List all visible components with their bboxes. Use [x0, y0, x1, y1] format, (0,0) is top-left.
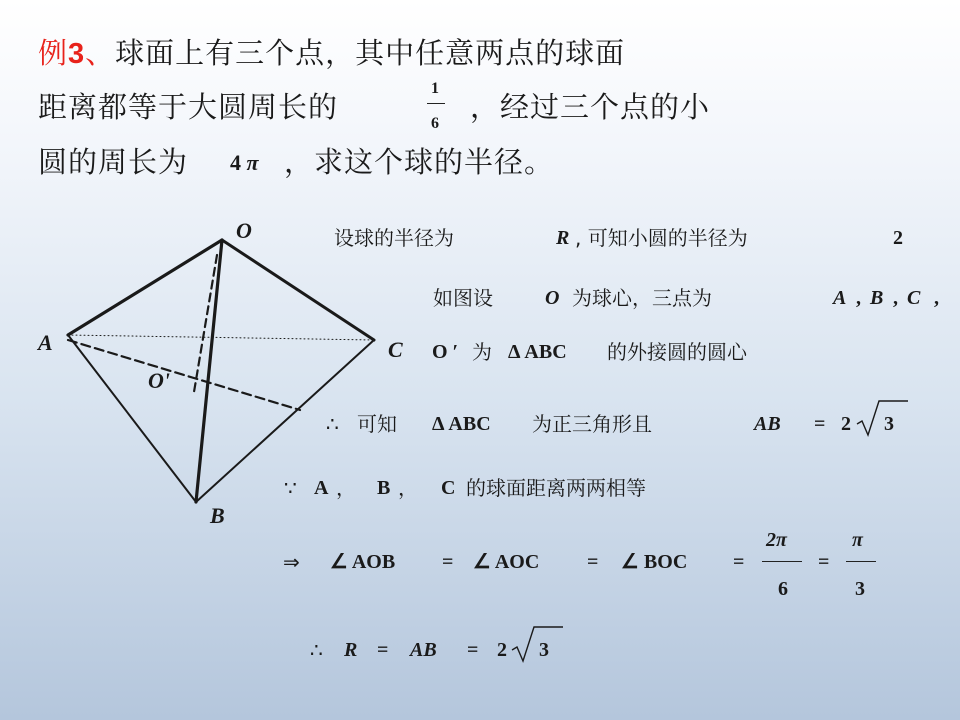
- sol-l2-comma1: ,: [856, 287, 861, 309]
- sol-l1-mid: , 可知小圆的半径为: [575, 226, 748, 250]
- problem-line-2a: 距离都等于大圆周长的: [38, 90, 339, 124]
- sol-l4-coef: 2: [841, 413, 851, 435]
- sol-l6-angle-AOC: ∠ AOC: [473, 551, 540, 573]
- sol-l6-frac1-den: 6: [778, 578, 788, 600]
- sol-l6-angle-BOC: ∠ BOC: [621, 551, 688, 573]
- sol-l3-rest: 的外接圆的圆心: [607, 340, 747, 364]
- label-O: O: [236, 218, 252, 243]
- sol-l5-A: A: [314, 477, 329, 499]
- sol-l6-angle-AOB: ∠ AOB: [330, 551, 396, 573]
- problem-line-2b: ，经过三个点的小: [470, 90, 711, 124]
- sol-l2-comma2: ,: [893, 287, 898, 309]
- problem-line-3b: ，求这个球的半径。: [284, 145, 555, 179]
- sol-l7-AB: AB: [410, 639, 437, 661]
- sol-l7-R: R: [344, 639, 358, 661]
- sol-l1-R: R: [556, 227, 570, 249]
- sol-l4-therefore: ∴: [326, 412, 339, 436]
- sol-l2-C: C: [907, 287, 921, 309]
- sol-l7-therefore: ∴: [310, 638, 323, 662]
- sol-l5-rest: 的球面距离两两相等: [466, 476, 646, 500]
- sol-l5-comma1: ，: [336, 476, 356, 500]
- sol-l4-radicand: 3: [884, 413, 894, 435]
- sol-l6-eq4: =: [818, 551, 830, 573]
- sol-l6-frac2-den: 3: [855, 578, 865, 600]
- sol-l7-coef: 2: [497, 639, 507, 661]
- problem-line-3a: 圆的周长为: [38, 145, 189, 179]
- label-A: A: [38, 330, 53, 355]
- fraction-numerator: 1: [431, 80, 439, 97]
- sol-l6-frac2-num: π: [852, 529, 863, 551]
- sol-l2-mid: 为球心，三点为: [572, 286, 712, 310]
- sol-l2-B: B: [870, 287, 884, 309]
- label-O-prime: O': [148, 368, 170, 393]
- sol-l6-eq3: =: [733, 551, 745, 573]
- sol-l2-comma3: ,: [934, 287, 939, 309]
- label-C: C: [388, 337, 403, 362]
- sol-l1-val: 2: [893, 227, 903, 249]
- sol-l6-implies: ⇒: [283, 550, 300, 574]
- sol-l6-eq2: =: [587, 551, 599, 573]
- sol-l5-C: C: [441, 477, 456, 499]
- fraction-denominator: 6: [431, 115, 439, 132]
- sol-l1-text: 设球的半径为: [334, 226, 454, 250]
- sol-l5-comma2: ，: [398, 476, 418, 500]
- sol-l3-for: 为: [472, 340, 492, 364]
- example-prefix: 例: [38, 36, 69, 70]
- example-number: 3: [68, 38, 86, 70]
- sol-l7-eq2: =: [467, 639, 479, 661]
- sol-l4-known: 可知: [357, 412, 397, 436]
- sol-l3-Oprime: O ′: [432, 341, 459, 363]
- sol-l2-text: 如图设: [433, 286, 493, 310]
- sol-l4-triangle: Δ ABC: [432, 413, 491, 435]
- sol-l4-mid: 为正三角形且: [532, 412, 652, 436]
- pi-symbol: π: [246, 150, 259, 175]
- sol-l4-AB: AB: [754, 413, 781, 435]
- sol-l5-B: B: [377, 477, 391, 499]
- example-separator: 、: [85, 36, 116, 70]
- sol-l5-because: ∵: [284, 476, 297, 500]
- sol-l7-radicand: 3: [539, 639, 549, 661]
- sol-l3-triangle: Δ ABC: [508, 341, 567, 363]
- sol-l7-eq1: =: [377, 639, 389, 661]
- circumference-value: 4 π: [230, 150, 259, 175]
- sol-l2-O: O: [545, 287, 560, 309]
- sol-l4-eq: =: [814, 413, 826, 435]
- sol-l6-eq1: =: [442, 551, 454, 573]
- sol-l2-A: A: [833, 287, 847, 309]
- label-B: B: [210, 503, 225, 528]
- sol-l6-frac1-num: 2π: [766, 529, 787, 551]
- problem-line-1-text: 球面上有三个点，其中任意两点的球面: [115, 36, 626, 70]
